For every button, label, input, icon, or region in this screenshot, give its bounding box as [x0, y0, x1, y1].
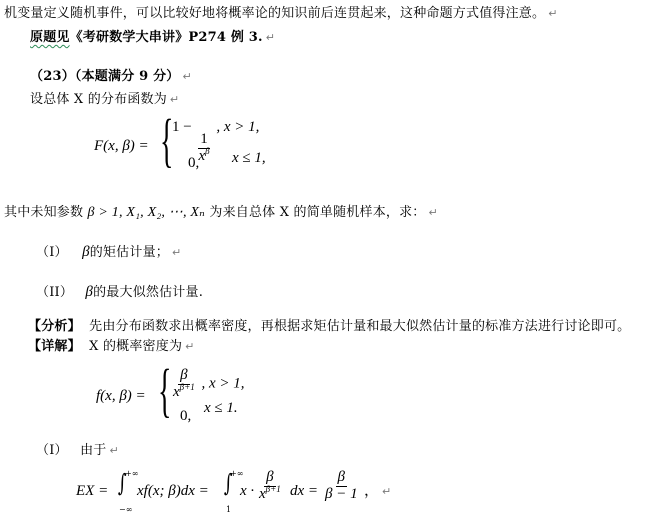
integral-sign-icon: ∫: [223, 469, 233, 497]
ex-lhs: EX =: [76, 483, 109, 499]
paragraph-mark-icon: ↵: [382, 485, 392, 498]
text-line-1-content: 机变量定义随机事件，可以比较好地将概率论的知识前后连贯起来，这种命题方式值得注意。: [4, 6, 546, 21]
item-2-number: （II）: [36, 285, 74, 300]
pdf-case-2: [180, 409, 191, 424]
solution-label: 【详解】: [28, 339, 81, 354]
left-brace-icon: {: [160, 109, 174, 175]
pdf-case-1: [170, 368, 245, 401]
cdf-case-2-value: 0,: [188, 155, 200, 171]
ex-int2-tail: dx =: [290, 483, 319, 499]
paragraph-mark-icon: ↵: [185, 340, 195, 353]
ex-result-denominator: β − 1: [325, 485, 358, 502]
cdf-case-1-condition: , x > 1,: [216, 119, 260, 135]
question-number: （23）（本题满分 9 分）: [30, 69, 180, 84]
pdf-fraction-numerator: β: [180, 367, 188, 383]
paragraph-mark-icon: ↵: [169, 93, 180, 106]
ex-int1-lower: −∞: [119, 505, 133, 514]
ex-result-numerator: β: [337, 469, 346, 485]
integral-sign-icon: ∫: [117, 469, 127, 497]
item-1-text: 的矩估计量；: [89, 245, 169, 260]
item-1-symbol: β: [82, 244, 90, 260]
part-1: [36, 444, 119, 457]
part-1-text: 由于: [80, 443, 107, 458]
ex-result-fraction: [323, 470, 360, 503]
cdf-fraction-denominator: x: [198, 147, 206, 164]
paragraph-mark-icon: ↵: [182, 70, 192, 83]
cdf-case-2-condition: x ≤ 1,: [232, 150, 266, 166]
parameter-line: [4, 206, 438, 220]
pdf-case-2-condition: x ≤ 1.: [204, 400, 238, 416]
item-1: [36, 245, 181, 260]
paragraph-mark-icon: ↵: [265, 31, 276, 44]
ex-int1-body: xf(x; β)dx =: [137, 483, 209, 499]
parameter-suffix: 为来自总体 X 的简单随机样本，求：: [209, 205, 426, 220]
pdf-case-2-value: 0,: [180, 408, 192, 424]
pdf-case-1-condition: , x > 1,: [201, 375, 245, 392]
item-2: [36, 285, 203, 300]
parameter-math: β > 1, X₁, X₂, ⋯, Xₙ: [87, 205, 206, 220]
paragraph-mark-icon: ↵: [428, 206, 438, 219]
source-page-ref: P274 例 3.: [188, 30, 263, 45]
question-label: [30, 70, 192, 83]
intro-text: [30, 93, 179, 106]
ex-result: [322, 470, 361, 503]
paragraph-mark-icon: ↵: [548, 7, 558, 20]
solution-line: [28, 340, 195, 353]
ex-fraction-inner: [257, 470, 283, 503]
paragraph-mark-icon: ↵: [109, 444, 119, 457]
analysis-label: 【分析】: [28, 319, 81, 334]
ex-fraction-numerator: β: [266, 469, 274, 485]
pdf-fraction-denominator: x: [173, 383, 180, 400]
intro-content: 设总体 X 的分布函数为: [30, 92, 167, 107]
solution-text: X 的概率密度为: [89, 339, 183, 354]
parameter-prefix: 其中未知参数: [4, 205, 84, 220]
source-book-title: 《考研数学大串讲》: [69, 30, 189, 45]
ex-fraction-exponent: β+1: [265, 483, 281, 494]
cdf-case-2: [188, 156, 199, 171]
pdf-exponent: β+1: [179, 381, 195, 392]
analysis-line: [28, 320, 630, 333]
ex-int2-lower: 1: [226, 505, 232, 514]
cdf-lhs: F(x, β) =: [94, 138, 149, 154]
cdf-exponent: β: [205, 145, 210, 156]
text-line-1: [4, 7, 558, 20]
part-1-number: （I）: [36, 443, 68, 458]
item-1-number: （I）: [36, 245, 68, 260]
pdf-fraction: [171, 368, 197, 401]
pdf-lhs: f(x, β) =: [96, 388, 146, 404]
source-reference: [30, 31, 275, 44]
ex-fraction-denominator: x: [259, 485, 266, 502]
ex-tail: [364, 484, 391, 499]
paragraph-mark-icon: ↵: [171, 246, 182, 259]
left-brace-icon: {: [158, 359, 172, 425]
item-2-symbol: β: [85, 284, 94, 300]
ex-fraction: [256, 470, 284, 503]
source-prefix: 原题见: [30, 30, 70, 45]
cdf-case-1-prefix: 1 −: [172, 119, 192, 135]
ex-int1-upper: +∞: [125, 469, 139, 478]
ex-int2-body-pre: x ·: [240, 483, 255, 499]
item-2-text: 的最大似然估计量.: [93, 285, 204, 300]
ex-tail-punct: ，: [364, 483, 380, 499]
ex-int2-upper: +∞: [230, 469, 244, 478]
cdf-fraction-numerator: 1: [200, 131, 208, 147]
analysis-text: 先由分布函数求出概率密度，再根据求矩估计量和最大似然估计量的标准方法进行讨论即可。: [89, 319, 631, 334]
